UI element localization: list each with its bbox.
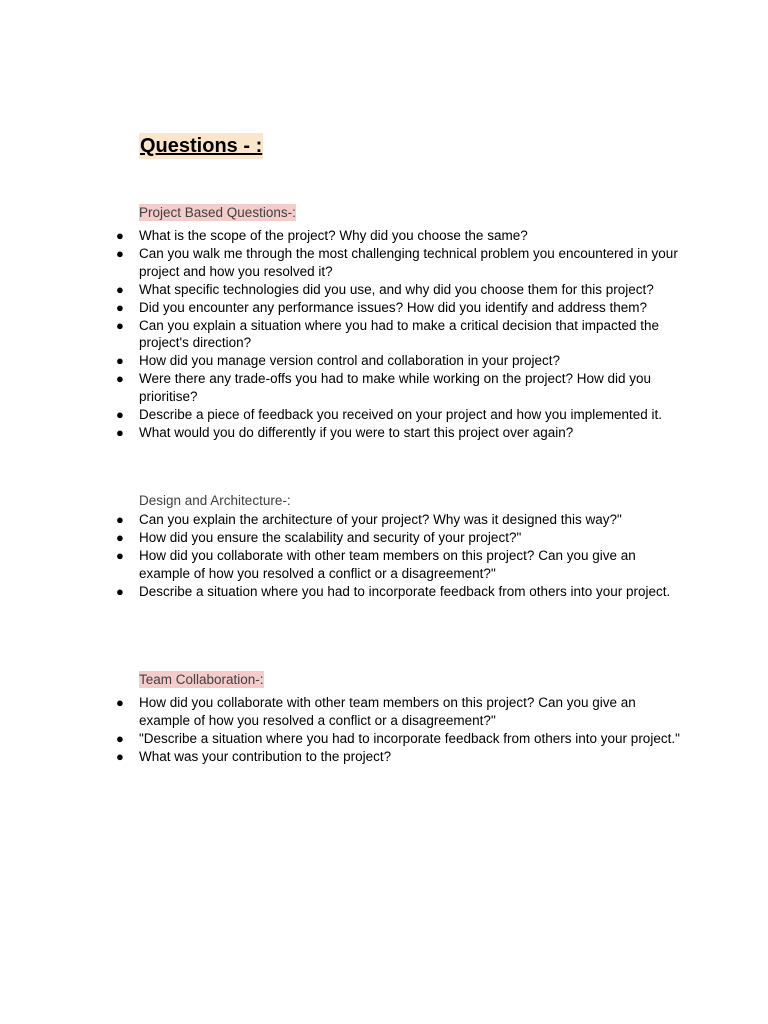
question-text: Can you explain a situation where you had to make a critical decision that impacted the project's direction? — [139, 317, 660, 350]
list-item — [113, 227, 683, 245]
list-item — [113, 748, 683, 766]
bullet-icon: ● — [116, 695, 124, 710]
list-item — [113, 529, 683, 547]
bullet-icon: ● — [116, 748, 124, 764]
bullet-icon: ● — [116, 353, 124, 368]
bullet-icon: ● — [116, 548, 124, 563]
bullet-icon: ● — [116, 246, 124, 261]
question-text: Did you encounter any performance issues? How did you identify and address them? — [139, 299, 648, 315]
bullet-icon: ● — [116, 299, 124, 315]
bullet-icon: ● — [116, 228, 124, 243]
question-text: Were there any trade-offs you had to make while working on the project? How did you prioritise? — [139, 371, 652, 404]
bullet-icon: ● — [116, 406, 124, 422]
question-text: Can you walk me through the most challenging technical problem you encountered in your project and how you resolved it? — [139, 246, 678, 279]
bullet-icon: ● — [116, 424, 124, 440]
question-text: Can you explain the architecture of your project? Why was it designed this way?" — [139, 512, 622, 527]
bullet-icon: ● — [116, 371, 124, 386]
bullet-icon: ● — [116, 530, 124, 545]
list-item — [113, 245, 683, 280]
bullet-icon: ● — [116, 583, 124, 599]
list-item — [113, 299, 683, 317]
list-item — [113, 694, 683, 729]
list-item — [113, 511, 683, 529]
question-text: How did you collaborate with other team members on this project? Can you give an example of how you resolved a conflict or a disagreement?" — [139, 695, 636, 728]
section-heading-team-collaboration: Team Collaboration-: — [139, 672, 264, 687]
question-text: What specific technologies did you use, and why did you choose them for this project? — [139, 281, 654, 297]
list-item — [113, 730, 683, 748]
question-text: "Describe a situation where you had to incorporate feedback from others into your project." — [139, 730, 680, 746]
list-item — [113, 406, 683, 424]
question-text: Describe a piece of feedback you received on your project and how you implemented it. — [139, 406, 663, 422]
list-item — [113, 317, 683, 352]
page-title: Questions - : — [140, 135, 263, 157]
question-text: What would you do differently if you were to start this project over again? — [139, 424, 574, 440]
question-list-project-based — [113, 227, 683, 442]
list-item — [113, 424, 683, 442]
question-list-design-architecture — [113, 511, 683, 601]
question-text: What was your contribution to the project? — [139, 748, 392, 764]
question-text: How did you collaborate with other team members on this project? Can you give an example of how you resolved a conflict or a disagreement?" — [139, 548, 636, 581]
list-item — [113, 281, 683, 299]
list-item — [113, 583, 683, 601]
question-text: How did you ensure the scalability and security of your project?" — [139, 530, 522, 545]
section-heading-design-architecture: Design and Architecture-: — [139, 493, 291, 508]
list-item — [113, 547, 683, 582]
bullet-icon: ● — [116, 281, 124, 297]
question-text: What is the scope of the project? Why did you choose the same? — [139, 228, 528, 243]
list-item — [113, 370, 683, 405]
bullet-icon: ● — [116, 512, 124, 527]
question-text: Describe a situation where you had to incorporate feedback from others into your project. — [139, 583, 671, 599]
list-item — [113, 352, 683, 370]
question-text: How did you manage version control and collaboration in your project? — [139, 353, 560, 368]
section-heading-project-based: Project Based Questions-: — [139, 205, 296, 220]
bullet-icon: ● — [116, 317, 124, 333]
bullet-icon: ● — [116, 730, 124, 746]
question-list-team-collaboration — [113, 694, 683, 766]
